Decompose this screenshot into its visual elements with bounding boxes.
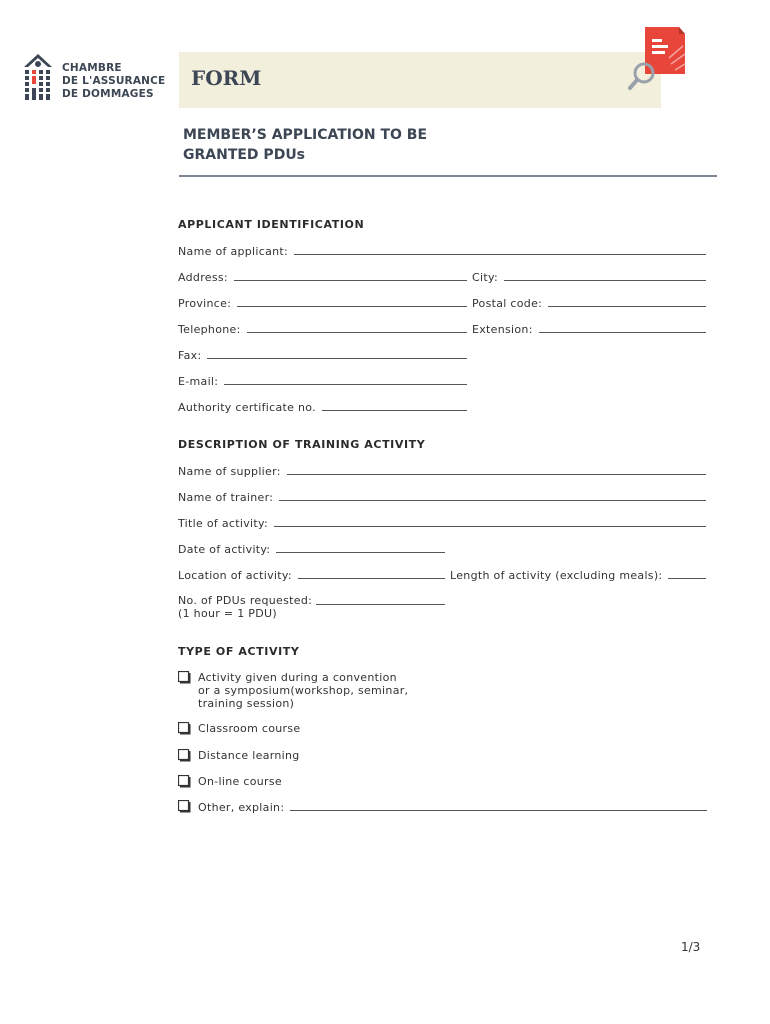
field-label: Authority certificate no.	[178, 401, 316, 414]
field-label: E-mail:	[178, 375, 219, 388]
field-label: Location of activity:	[178, 569, 292, 582]
document-search-icon	[625, 24, 689, 92]
field-label: Name of trainer:	[178, 491, 274, 504]
other-explain-field[interactable]	[198, 798, 707, 814]
section-heading-training: DESCRIPTION OF TRAINING ACTIVITY	[178, 438, 426, 451]
organization-name	[62, 62, 165, 101]
field-label: Title of activity:	[178, 517, 269, 530]
fax-field[interactable]	[178, 346, 467, 362]
pdus-label-line-2: (1 hour = 1 PDU)	[178, 607, 277, 620]
supplier-field[interactable]	[178, 462, 706, 478]
checkbox-icon[interactable]	[178, 722, 191, 735]
authority-certificate-field[interactable]	[178, 398, 467, 414]
field-label: Length of activity (excluding meals):	[450, 569, 663, 582]
input-line[interactable]	[668, 567, 706, 579]
checkbox-icon[interactable]	[178, 800, 191, 813]
activity-title-field[interactable]	[178, 514, 706, 530]
option-line-2: or a symposium(workshop, seminar,	[198, 684, 409, 697]
field-label: City:	[472, 271, 498, 284]
option-online: On-line course	[198, 775, 282, 788]
input-line[interactable]	[224, 373, 467, 385]
input-line[interactable]	[276, 541, 445, 553]
input-line[interactable]	[298, 567, 445, 579]
address-field[interactable]	[178, 268, 467, 284]
activity-date-field[interactable]	[178, 540, 445, 556]
input-line[interactable]	[234, 269, 467, 281]
province-field[interactable]	[178, 294, 467, 310]
checkbox-icon[interactable]	[178, 671, 191, 684]
input-line[interactable]	[539, 321, 706, 333]
field-label: Telephone:	[178, 323, 241, 336]
input-line[interactable]	[294, 243, 706, 255]
name-of-applicant-field[interactable]	[178, 242, 706, 258]
input-line[interactable]	[274, 515, 706, 527]
pdus-requested-label	[178, 594, 312, 620]
checkbox-icon[interactable]	[178, 775, 191, 788]
input-line[interactable]	[207, 347, 467, 359]
form-label: FORM	[191, 66, 262, 90]
field-label: Province:	[178, 297, 232, 310]
input-line[interactable]	[504, 269, 706, 281]
activity-location-field[interactable]	[178, 566, 445, 582]
field-label: Date of activity:	[178, 543, 271, 556]
logo-line-2: DE L'ASSURANCE	[62, 75, 166, 87]
field-label: Postal code:	[472, 297, 543, 310]
pdus-requested-input[interactable]	[316, 604, 445, 605]
activity-length-field[interactable]	[450, 566, 706, 582]
section-heading-applicant: APPLICANT IDENTIFICATION	[178, 218, 365, 231]
email-field[interactable]	[178, 372, 467, 388]
input-line[interactable]	[247, 321, 467, 333]
field-label: Address:	[178, 271, 228, 284]
input-line[interactable]	[548, 295, 706, 307]
option-distance: Distance learning	[198, 749, 300, 762]
section-heading-activity-type: TYPE OF ACTIVITY	[178, 645, 300, 658]
page-number: 1/3	[681, 940, 701, 954]
checkbox-icon[interactable]	[178, 749, 191, 762]
option-line-3: training session)	[198, 697, 295, 710]
telephone-field[interactable]	[178, 320, 467, 336]
input-line[interactable]	[290, 799, 707, 811]
pdus-label-line-1: No. of PDUs requested:	[178, 594, 313, 607]
input-line[interactable]	[287, 463, 706, 475]
city-field[interactable]	[472, 268, 706, 284]
title-divider	[179, 175, 717, 177]
option-convention	[198, 671, 408, 710]
field-label: Other, explain:	[198, 801, 285, 814]
title-line-2: GRANTED PDUs	[183, 147, 306, 163]
postal-code-field[interactable]	[472, 294, 706, 310]
extension-field[interactable]	[472, 320, 706, 336]
input-line[interactable]	[322, 399, 467, 411]
title-line-1: MEMBER’S APPLICATION TO BE	[183, 127, 428, 143]
input-line[interactable]	[237, 295, 467, 307]
trainer-field[interactable]	[178, 488, 706, 504]
field-label: Extension:	[472, 323, 533, 336]
field-label: Name of applicant:	[178, 245, 289, 258]
option-line-1: Activity given during a convention	[198, 671, 397, 684]
option-classroom: Classroom course	[198, 722, 301, 735]
input-line[interactable]	[279, 489, 706, 501]
field-label: Fax:	[178, 349, 202, 362]
field-label: Name of supplier:	[178, 465, 281, 478]
logo-line-1: CHAMBRE	[62, 62, 122, 74]
logo-house-icon	[20, 50, 60, 106]
page-title	[183, 125, 427, 165]
logo-line-3: DE DOMMAGES	[62, 88, 154, 100]
